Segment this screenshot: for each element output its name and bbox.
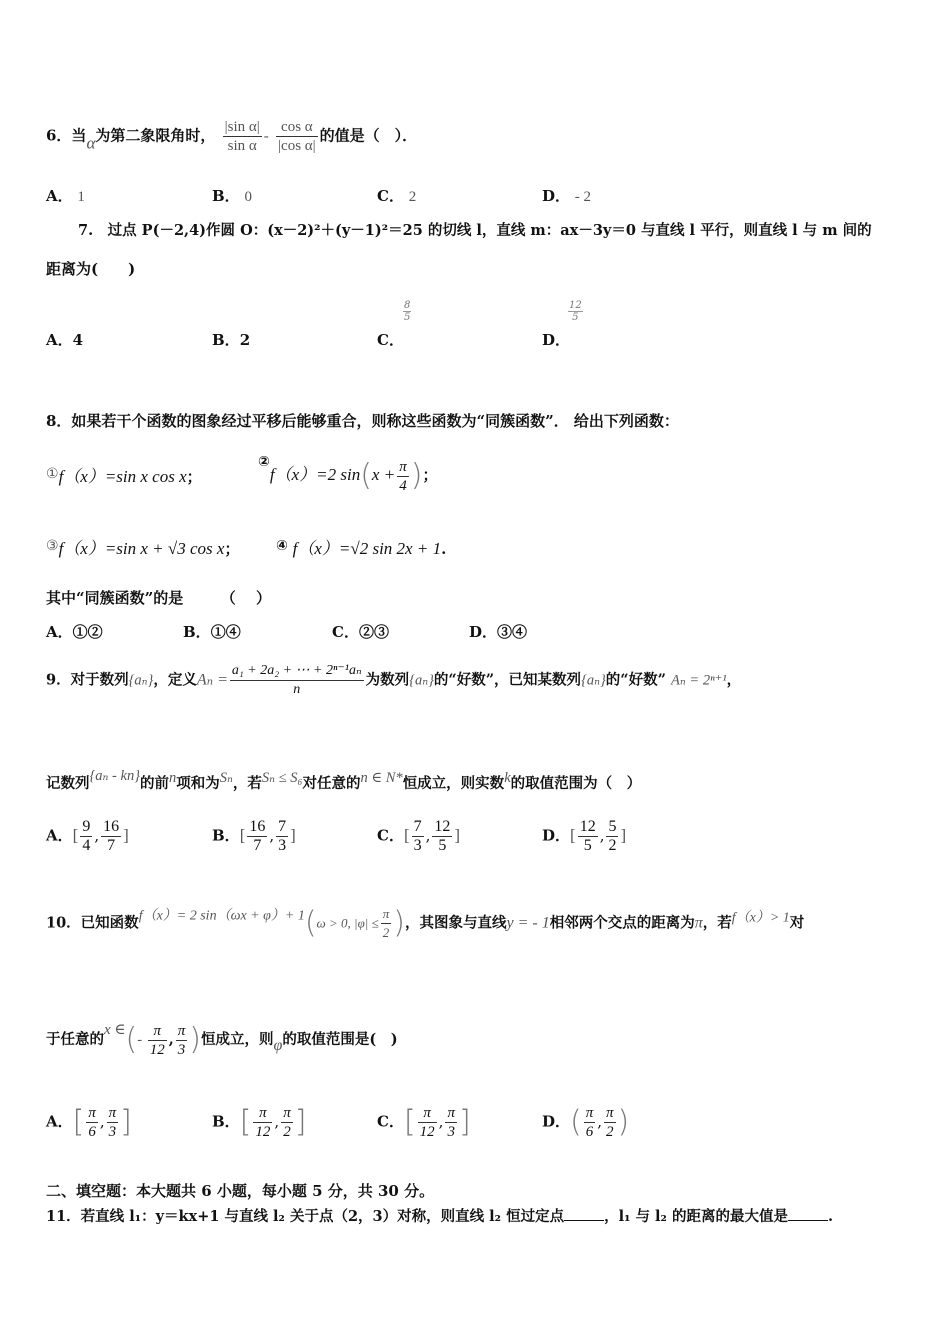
q8-option-a: A．①② bbox=[46, 623, 103, 641]
q6-fraction-2 bbox=[276, 118, 318, 155]
q6-option-d: D． - 2 bbox=[542, 187, 592, 205]
q8-question: 其中“同簇函数”的是 （ ） bbox=[46, 589, 271, 607]
q9-option-b: B．[ $\frac{16}{7}$ , $\frac{7}{3}$ ] bbox=[212, 818, 296, 854]
q8-func-3: ③f（x）=sin x + √3 cos x； bbox=[46, 538, 240, 558]
q8-intro: 8．如果若干个函数的图象经过平移后能够重合，则称这些函数为“同簇函数”． 给出下列函数： bbox=[46, 412, 679, 430]
q6-text1: 为第二象限角时， bbox=[95, 126, 216, 145]
q6-option-b: B． 0 bbox=[212, 187, 252, 205]
q6-option-c: C． 2 bbox=[377, 187, 417, 205]
q10-line1: 10．已知函数f（x）= 2 sin（ωx + φ）+ 1(ω > 0, |φ| ≤ $\frac{\pi}{2}$ )，其图象与直线y = - 1相邻两个交点的距离为π，若f（x）> 1对 bbox=[46, 905, 805, 941]
q9-option-d: D．[ $\frac{12}{5}$ , $\frac{5}{2}$ ] bbox=[542, 818, 627, 854]
q6-text2: 的值是（ ）． bbox=[319, 126, 418, 145]
q7-d-fraction: $\frac{12}{5}$ bbox=[569, 300, 582, 323]
q6-number: 6．当 bbox=[46, 126, 87, 145]
q6-minus: - bbox=[263, 128, 269, 145]
q10-option-c: C．[ $\frac{\pi}{12}$ , $\frac{\pi}{3}$ ] bbox=[377, 1104, 471, 1140]
section-2-heading: 二、填空题：本大题共 6 小题，每小题 5 分，共 30 分。 bbox=[46, 1182, 435, 1200]
q7-d-label: D． bbox=[542, 331, 571, 349]
q9-line1: 9．对于数列{aₙ}，定义Aₙ = $\frac{\text{a₁ + 2a₂ + ⋯ + 2ⁿ⁻¹aₙ}}{n}$ 为数列{aₙ}的“好数”，已知某数列{aₙ}的“好数” Aₙ = 2ⁿ⁺¹， bbox=[46, 663, 742, 697]
q7-line2: 距离为( ) bbox=[46, 260, 136, 278]
q8-option-c: C．②③ bbox=[332, 623, 389, 641]
q6-fraction-1 bbox=[223, 118, 262, 155]
q7-option-b: B．2 bbox=[212, 331, 251, 349]
q10-option-d: D．( $\frac{\pi}{6}$ , $\frac{\pi}{2}$ ) bbox=[542, 1104, 630, 1140]
q8-option-d: D．③④ bbox=[469, 623, 528, 641]
q11-stem: 11．若直线 l₁：y＝kx+1 与直线 l₂ 关于点（2，3）对称，则直线 l₂ 恒过定点 ，l₁ 与 l₂ 的距离的最大值是 . bbox=[46, 1208, 834, 1225]
q7-option-a: A．4 bbox=[46, 331, 84, 349]
q8-func-1: ①f（x）=sin x cos x； bbox=[46, 466, 202, 486]
q9-option-c: C．[ $\frac{7}{3}$ , $\frac{12}{5}$ ] bbox=[377, 818, 461, 854]
q10-option-a: A．[ $\frac{\pi}{6}$ , $\frac{\pi}{3}$ ] bbox=[46, 1104, 132, 1140]
q9-good-number-fraction: $\frac{\text{a₁ + 2a₂ + ⋯ + 2ⁿ⁻¹aₙ}}{n}$ bbox=[231, 663, 362, 697]
q11-blank-2[interactable] bbox=[788, 1206, 828, 1221]
q6-frac2-denominator: |cos α| bbox=[278, 138, 316, 154]
q8-func-2: ②f（x）=2 sin(x + $\frac{\pi}{4}$ )； bbox=[258, 454, 438, 494]
q6-frac1-numerator: |sin α| bbox=[224, 119, 260, 135]
q10-option-b: B．[ $\frac{\pi}{12}$ , $\frac{\pi}{2}$ ] bbox=[212, 1104, 307, 1140]
q9-line2: 记数列{aₙ - kn}的前n项和为Sₙ，若Sₙ ≤ S₆对任意的n ∈ N*恒成立，则实数k的取值范围为（ ） bbox=[46, 768, 642, 792]
q7-c-label: C． bbox=[377, 331, 404, 349]
q7-option-d bbox=[542, 300, 583, 349]
q6-stem bbox=[46, 118, 417, 155]
q7-option-c bbox=[377, 300, 411, 349]
q8-func-4: ④ f（x）=√2 sin 2x + 1. bbox=[276, 538, 447, 558]
q6-alpha: α bbox=[86, 133, 96, 153]
q6-frac1-denominator: sin α bbox=[227, 138, 257, 154]
q10-line2: 于任意的x ∈(- $\frac{\pi}{12}$ , $\frac{\pi}{3}$ )恒成立，则φ的取值范围是( ) bbox=[46, 1022, 398, 1058]
q6-frac2-numerator: cos α bbox=[276, 118, 318, 137]
q7-c-fraction: $\frac{8}{5}$ bbox=[404, 300, 411, 323]
q8-option-b: B．①④ bbox=[183, 623, 241, 641]
q6-option-a: A． 1 bbox=[46, 187, 85, 205]
q9-option-a: A．[ $\frac{9}{4}$ , $\frac{16}{7}$ ] bbox=[46, 818, 129, 854]
q7-line1: 7. 过点 P(－2,4)作圆 O：(x－2)²＋(y－1)²＝25 的切线 l，直线 m：ax－3y＝0 与直线 l 平行，则直线 l 与 m 间的 bbox=[78, 222, 872, 239]
q8-f2-fraction: $\frac{\pi}{4}$ bbox=[399, 458, 407, 494]
q11-blank-1[interactable] bbox=[564, 1206, 604, 1221]
